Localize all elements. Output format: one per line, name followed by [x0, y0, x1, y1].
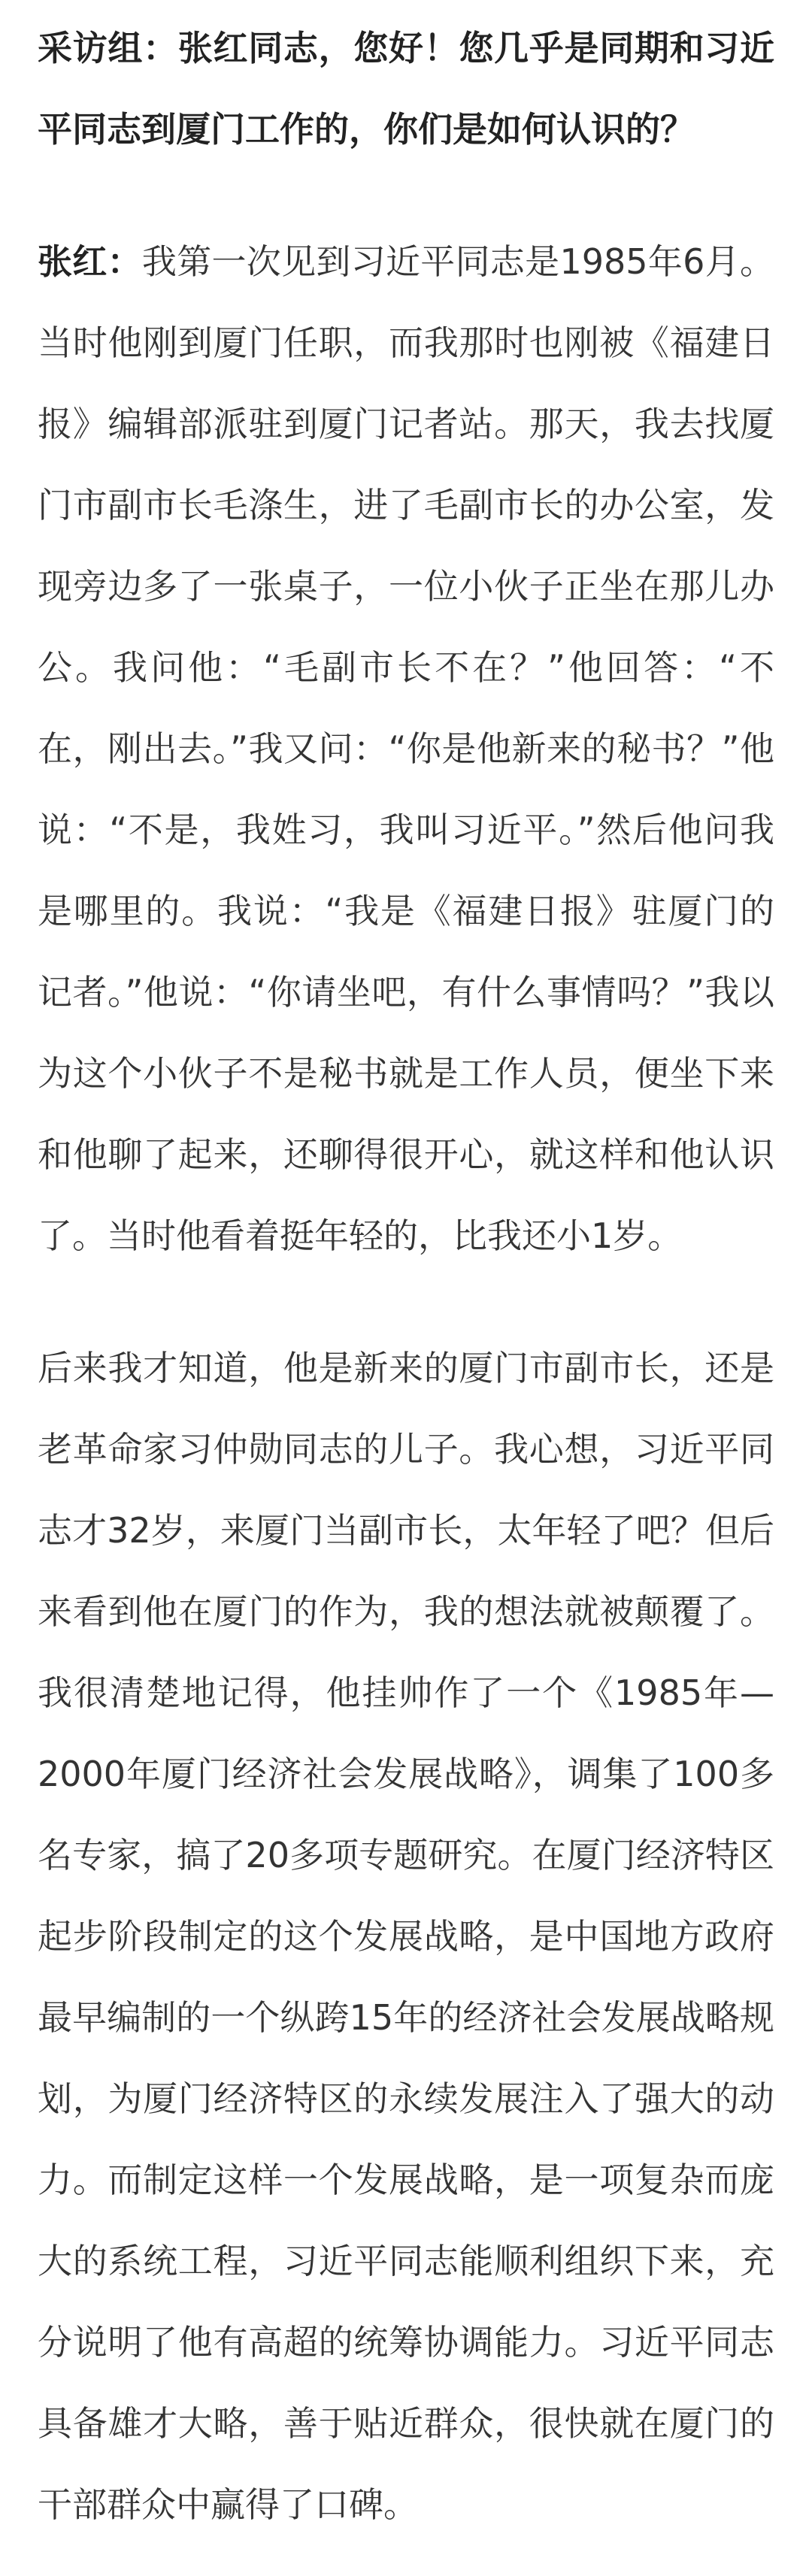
answer-text-2: 后来我才知道，他是新来的厦门市副市长，还是老革命家习仲勋同志的儿子。我心想，习近平同志才32岁，来厦门当副市长，太年轻了吧？但后来看到他在厦门的作为，我的想法就被颠覆了。我很清楚地记得，他挂帅作了一个《1985年—2000年厦门经济社会发展战略》，调集了100多名专家，搞了20多项专题研究。在厦门经济特区起步阶段制定的这个发展战略，是中国地方政府最早编制的一个纵跨15年的经济社会发展战略规划，为厦门经济特区的永续发展注入了强大的动力。而制定这样一个发展战略，是一项复杂而庞大的系统工程，习近平同志能顺利组织下来，充分说明了他有高超的统筹协调能力。习近平同志具备雄才大略，善于贴近群众，很快就在厦门的干部群众中赢得了口碑。 [38, 1348, 774, 2525]
answer-paragraph-1 [38, 221, 774, 1276]
paragraph-gap [38, 1276, 774, 1327]
paragraph-gap [38, 170, 774, 221]
speaker-label: 张红： [38, 241, 142, 282]
answer-paragraph-2 [38, 1327, 774, 2545]
answer-text-1: 我第一次见到习近平同志是1985年6月。当时他刚到厦门任职，而我那时也刚被《福建日报》编辑部派驻到厦门记者站。那天，我去找厦门市副市长毛涤生，进了毛副市长的办公室，发现旁边多了一张桌子，一位小伙子正坐在那儿办公。我问他：“毛副市长不在？”他回答：“不在，刚出去。”我又问：“你是他新来的秘书？”他说：“不是，我姓习，我叫习近平。”然后他问我是哪里的。我说：“我是《福建日报》驻厦门的记者。”他说：“你请坐吧，有什么事情吗？”我以为这个小伙子不是秘书就是工作人员，便坐下来和他聊了起来，还聊得很开心，就这样和他认识了。当时他看着挺年轻的，比我还小1岁。 [38, 241, 775, 1256]
interview-question: 采访组：张红同志，您好！您几乎是同期和习近平同志到厦门工作的，你们是如何认识的？ [38, 28, 774, 150]
